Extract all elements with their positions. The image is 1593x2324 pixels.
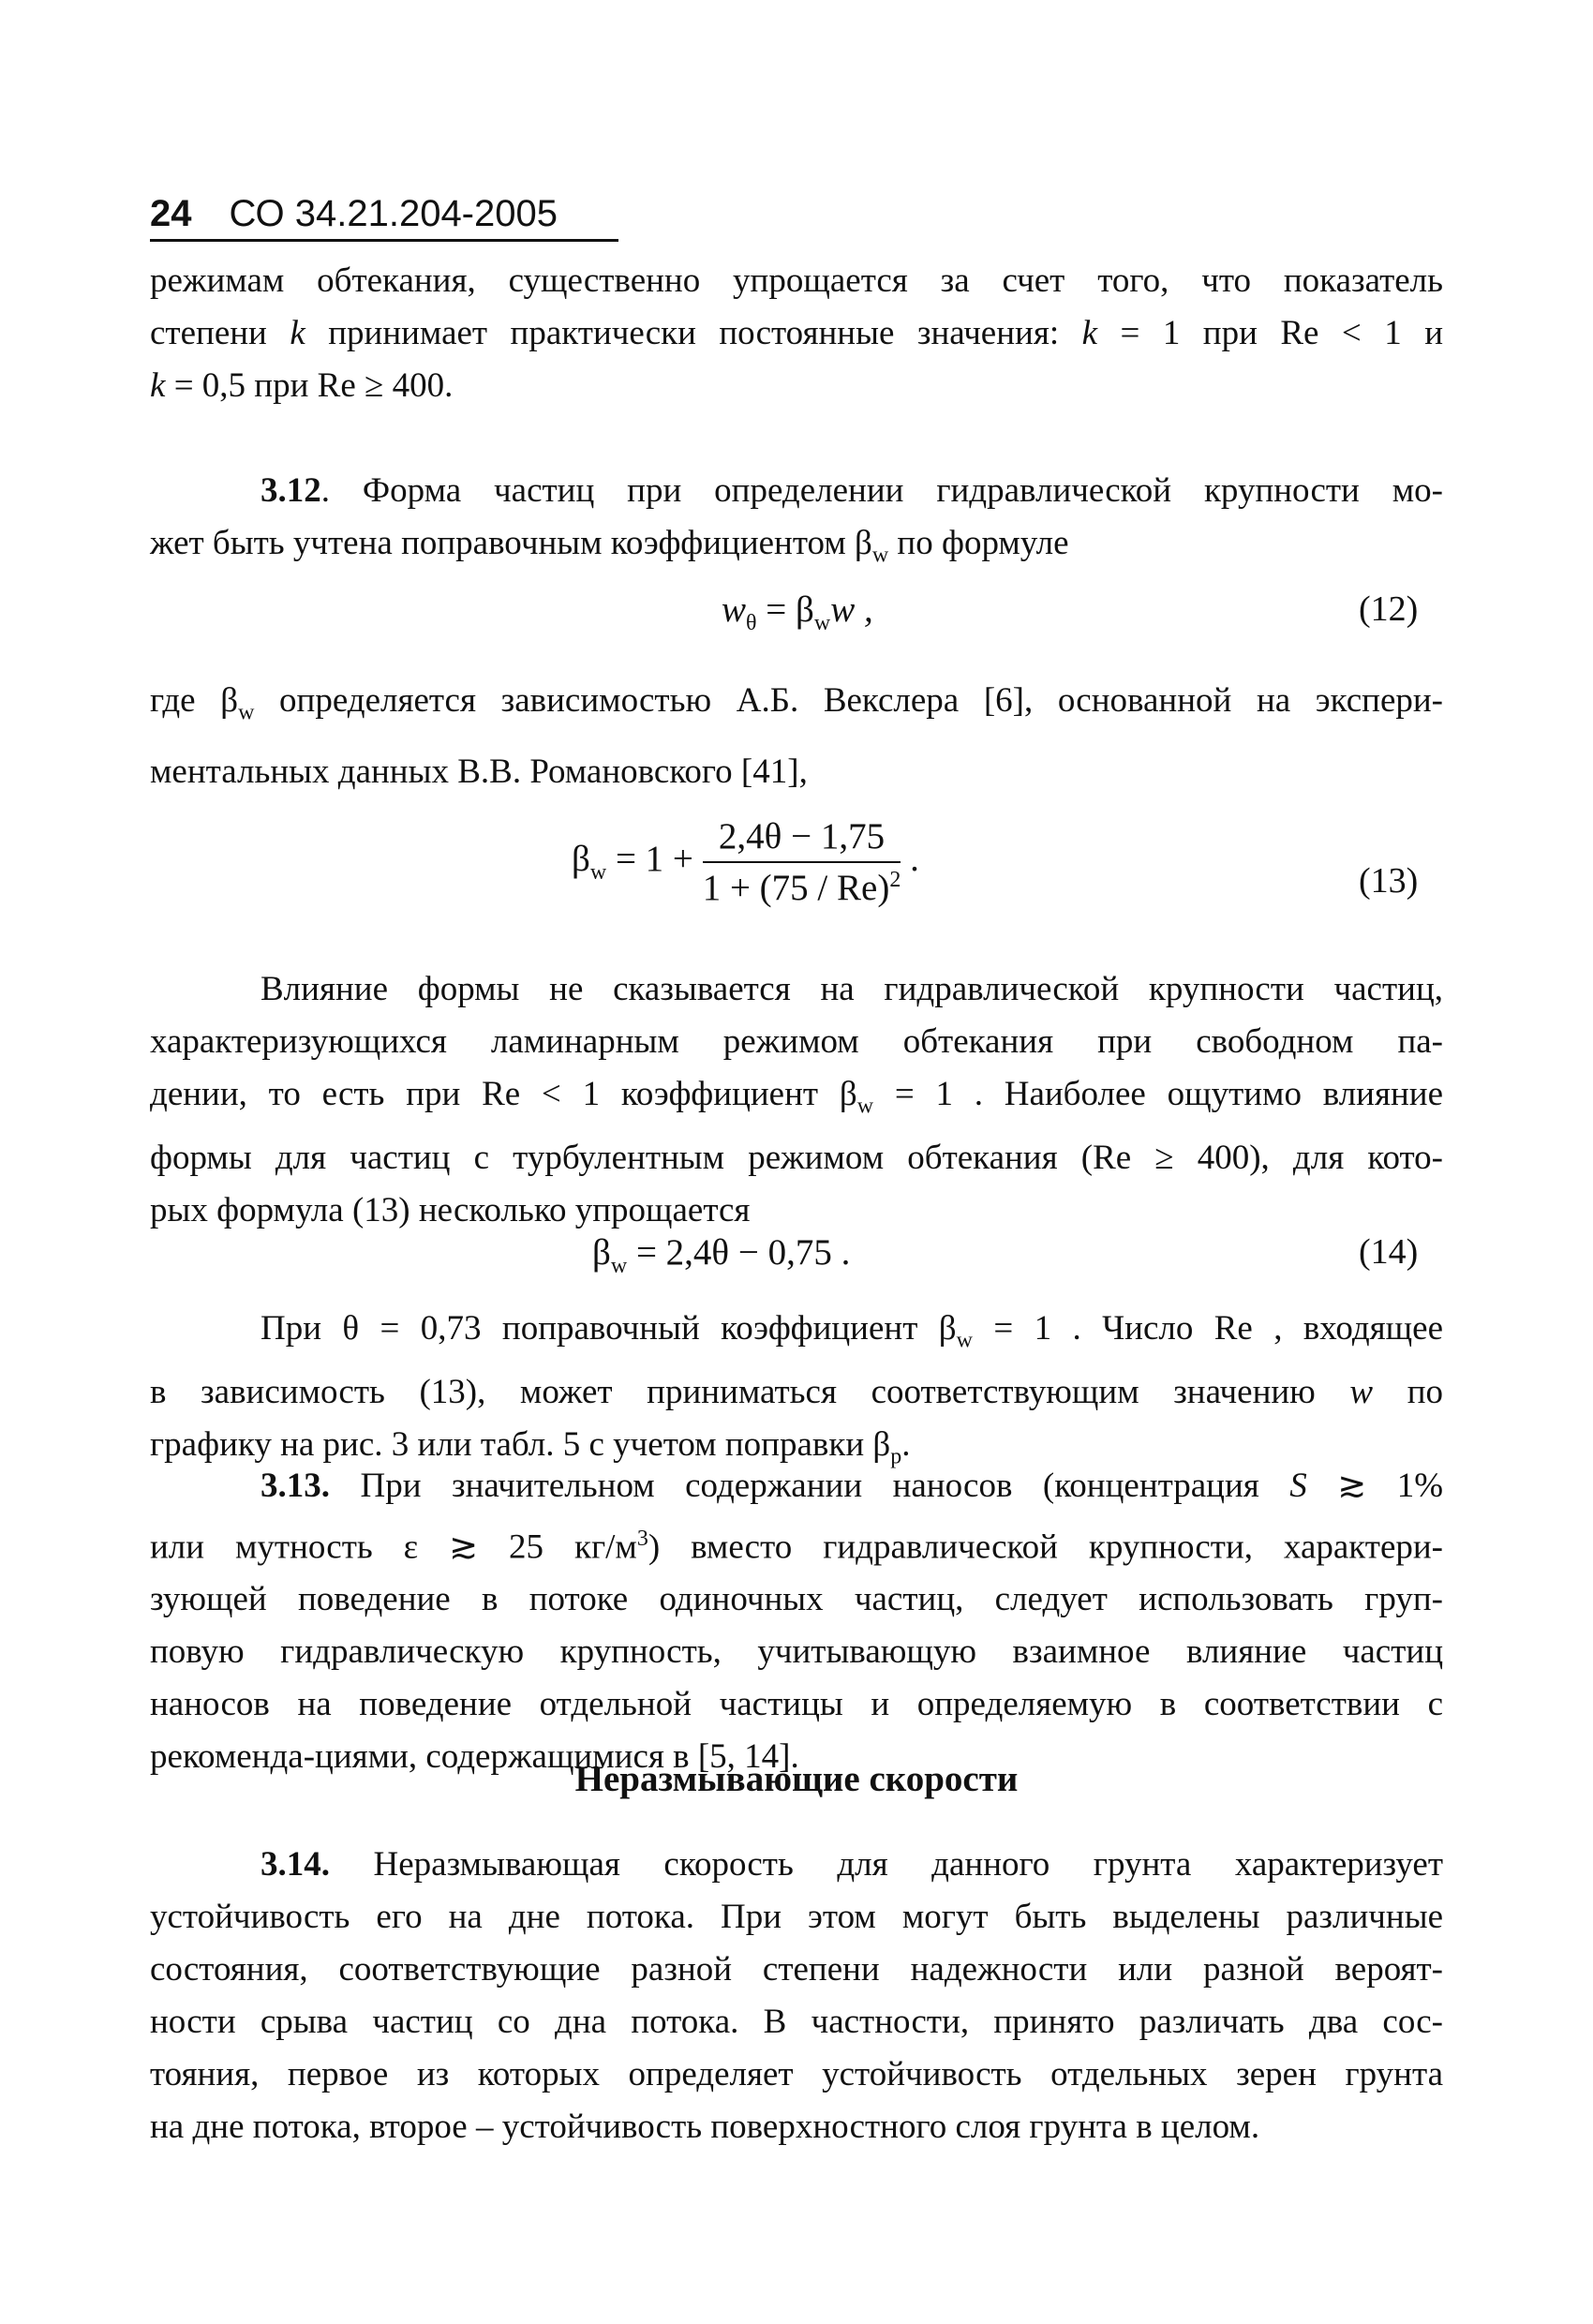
equation-12: $w_\theta = \beta_ww$ , xyxy=(722,589,873,635)
fraction-numerator: 2,4θ − 1,75 xyxy=(703,815,901,863)
text-line: жет быть учтена поправочным коэффициентом $\beta_w$ по формуле xyxy=(150,524,1069,568)
text-line: устойчивость его на дне потока. При этом могут быть выделены различные xyxy=(150,1898,1443,1936)
text-line: характеризующихся ламинарным режимом обтекания при свободном па- xyxy=(150,1022,1443,1061)
page-header xyxy=(150,193,618,242)
paragraph-3-12 xyxy=(150,465,1443,581)
text-line: повую гидравлическую крупность, учитывающую взаимное влияние частиц xyxy=(150,1632,1443,1672)
text-line: режимам обтекания, существенно упрощается за счет того, что показатель xyxy=(150,261,1443,300)
text-line: рекоменда-циями, содержащимися в [5, 14]. xyxy=(150,1737,799,1777)
section-heading: Неразмывающие скорости xyxy=(574,1759,1019,1799)
equation-number: (13) xyxy=(1359,861,1419,901)
text-line: на дне потока, второе – устойчивость поверхностного слоя грунта в целом. xyxy=(150,2108,1260,2146)
text-line: Влияние формы не сказывается на гидравлической крупности частиц, xyxy=(261,970,1443,1008)
paragraph-3-13 xyxy=(150,1460,1443,1783)
text-line: ментальных данных В.В. Романовского [41], xyxy=(150,752,808,792)
text-line: k = 0,5 при Re ≥ 400. xyxy=(150,366,454,405)
equation-number: (14) xyxy=(1359,1232,1419,1272)
text-line: 3.12. Форма частиц при определении гидравлической крупности мо- xyxy=(261,471,1443,510)
equation-14: $\beta_w = 2,4\theta - 0,75$ . xyxy=(592,1232,851,1278)
clause-number: 3.12 xyxy=(261,471,321,510)
text-line: зующей поведение в потоке одиночных частиц, следует использовать груп- xyxy=(150,1580,1443,1619)
fraction xyxy=(703,815,901,909)
text-line: состояния, соответствующие разной степени надежности или разной вероят- xyxy=(150,1950,1443,1989)
text-line: 3.13. При значительном содержании наносов (концентрация S ≳ 1% xyxy=(261,1467,1444,1505)
equation-number: (12) xyxy=(1359,589,1419,629)
text-line: в зависимость (13), может приниматься соответствующим значению w по xyxy=(150,1373,1444,1412)
document-code: СО 34.21.204-2005 xyxy=(229,193,558,234)
paragraph-shape-influence xyxy=(150,963,1443,1237)
fraction-denominator: 1 + (75 / Re)$^2$ xyxy=(702,868,901,908)
clause-number: 3.14. xyxy=(261,1845,330,1884)
text-line: графику на рис. 3 или табл. 5 с учетом поправки $\beta_р$. xyxy=(150,1425,911,1469)
text-line: степени k принимает практически постоянные значения: k = 1 при Re < 1 и xyxy=(150,314,1444,352)
page-number: 24 xyxy=(150,193,192,234)
text-line: При θ = 0,73 поправочный коэффициент $\beta_w = 1$ . Число Re , входящее xyxy=(261,1309,1444,1353)
text-line: дении, то есть при Re < 1 коэффициент $\beta_w = 1$ . Наиболее ощутимо влияние xyxy=(150,1075,1444,1119)
paragraph-veksler xyxy=(150,675,1443,798)
clause-number: 3.13. xyxy=(261,1467,330,1505)
text-line: наносов на поведение отдельной частицы и определяемую в соответствии с xyxy=(150,1685,1443,1724)
text-line: тояния, первое из которых определяет устойчивость отдельных зерен грунта xyxy=(150,2055,1443,2093)
equation-13: $\beta_w = 1$ + $\frac{2,4\theta - 1,75}{1 + (75 / Re)^2}$ . xyxy=(572,816,919,908)
text-line: где $\beta_w$ определяется зависимостью А.Б. Векслера [6], основанной на экспери- xyxy=(150,681,1444,725)
paragraph-theta xyxy=(150,1303,1443,1483)
paragraph-continuation xyxy=(150,255,1443,412)
text-line: рых формула (13) несколько упрощается xyxy=(150,1191,751,1230)
text-line: формы для частиц с турбулентным режимом обтекания (Re ≥ 400), для кото- xyxy=(150,1139,1443,1178)
text-line: или мутность ε ≳ 25 $кг/м^3$) вместо гидравлической крупности, характери- xyxy=(150,1527,1443,1567)
text-line: ности срыва частиц со дна потока. В частности, принято различать два сос- xyxy=(150,2003,1443,2041)
text-line: 3.14. Неразмывающая скорость для данного грунта характеризует xyxy=(261,1845,1443,1884)
paragraph-3-14 xyxy=(150,1839,1443,2153)
